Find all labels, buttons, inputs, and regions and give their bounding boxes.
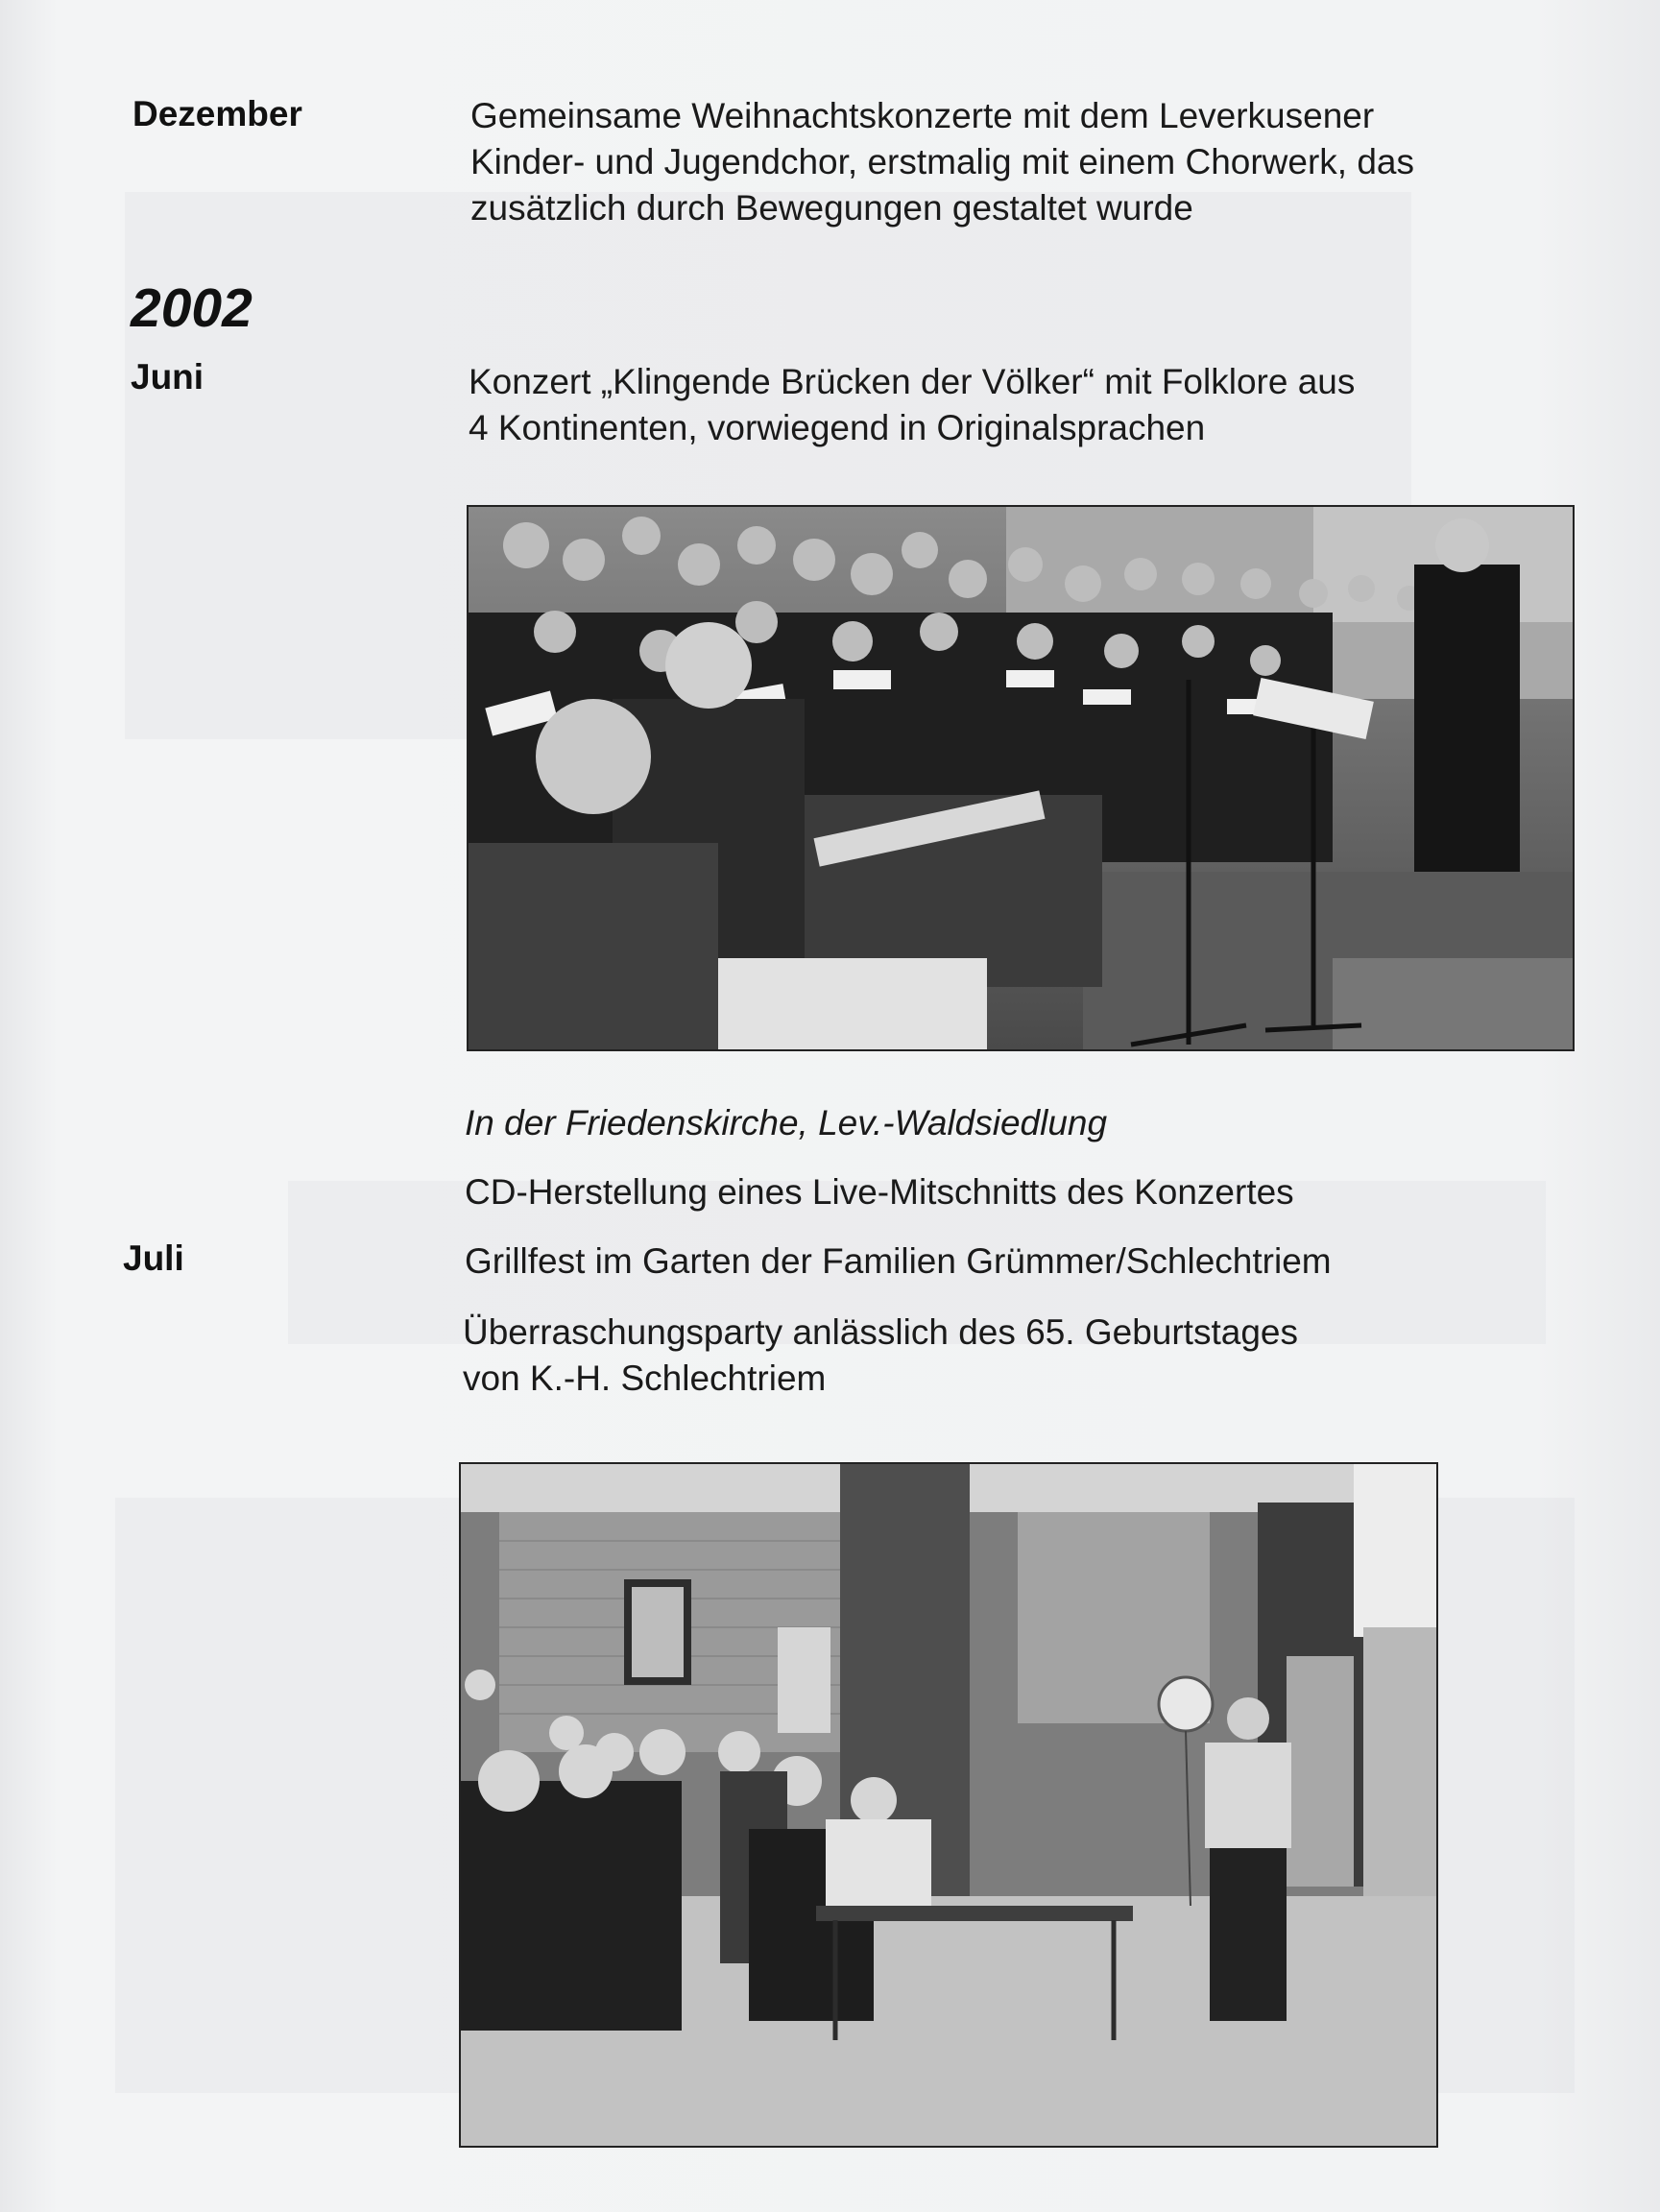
choir-photo-drawing: [469, 507, 1573, 1049]
text-line: zusätzlich durch Bewegungen gestaltet wurde: [470, 188, 1193, 228]
month-label-dezember: Dezember: [132, 94, 302, 133]
text-line: von K.-H. Schlechtriem: [463, 1358, 827, 1398]
dezember-text: [470, 93, 1414, 231]
year-heading: 2002: [131, 277, 253, 339]
text-line: 4 Kontinenten, vorwiegend in Originalsprachen: [469, 408, 1206, 447]
juni-photo-caption: In der Friedenskirche, Lev.-Waldsiedlung: [465, 1103, 1108, 1142]
birthday-party-photo: [459, 1462, 1438, 2148]
choir-concert-photo: [467, 505, 1575, 1051]
juli-party-text: [463, 1310, 1298, 1402]
juni-text: [469, 359, 1355, 451]
juli-grillfest: Grillfest im Garten der Familien Grümmer/Schlechtriem: [465, 1241, 1332, 1281]
cd-note: CD-Herstellung eines Live-Mitschnitts des Konzertes: [465, 1172, 1294, 1212]
text-line: Konzert „Klingende Brücken der Völker“ mit Folklore aus: [469, 362, 1356, 401]
party-photo-drawing: [461, 1464, 1436, 2146]
text-line: Gemeinsame Weihnachtskonzerte mit dem Leverkusener: [470, 96, 1375, 135]
month-label-juli: Juli: [123, 1238, 184, 1278]
text-line: Überraschungsparty anlässlich des 65. Geburtstages: [463, 1312, 1298, 1352]
text-line: Kinder- und Jugendchor, erstmalig mit einem Chorwerk, das: [470, 142, 1415, 181]
month-label-juni: Juni: [131, 357, 204, 397]
